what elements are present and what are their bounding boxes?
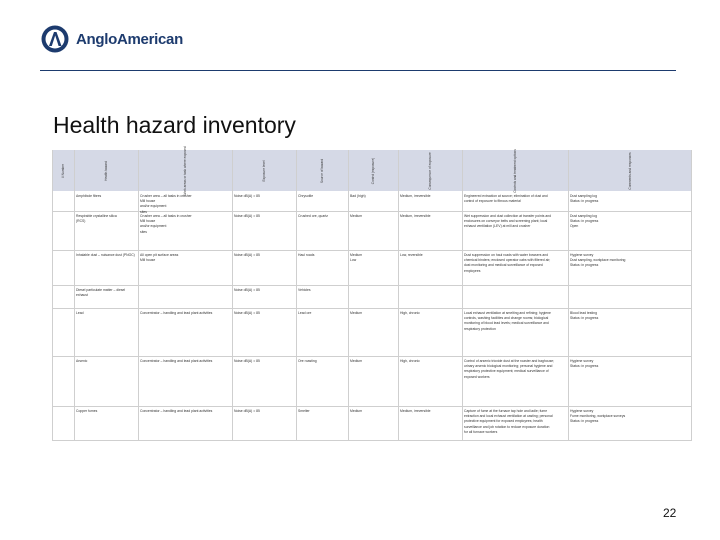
table-cell-areas: [140, 409, 230, 414]
table-cell-areas: [140, 311, 230, 316]
cell-line: Dust sampling, workplace monitoring: [570, 258, 626, 263]
cell-line: Control of arsenic trioxide dust at the roaster and baghouse;: [464, 359, 555, 363]
table-cell-comments: [570, 311, 690, 321]
table-cell-level: [234, 288, 294, 293]
cell-line: exhaust ventilation (LEV) at mill and crusher: [464, 224, 531, 229]
cell-line: All open pit surface areas: [140, 253, 179, 257]
table-cell-consequence: [400, 359, 460, 364]
cell-line: Lead: [76, 311, 84, 315]
header-label: # Number: [61, 163, 65, 178]
table-cell-comments: [570, 359, 690, 369]
cell-line: Status: in progress: [570, 364, 599, 369]
cell-line: and/or equipment: [140, 204, 167, 209]
table-cell-level: [234, 214, 294, 219]
page-title: Health hazard inventory: [53, 112, 296, 138]
cell-line: Lead ore: [298, 311, 312, 315]
cell-line: Concentrator – handling and lead plant activities: [140, 311, 213, 315]
table-cell-hazard: [76, 288, 136, 298]
cell-line: Haul roads: [298, 253, 315, 257]
table-cell-comments: [570, 409, 690, 425]
cell-line: Status: in progress: [570, 263, 599, 268]
table-cell-options: [464, 194, 566, 204]
table-cell-level: [234, 194, 294, 199]
column-divider: [138, 150, 139, 440]
cell-line: exposed workers: [464, 374, 490, 379]
cell-line: Noise dB(A) = 85: [234, 288, 260, 292]
cell-line: monitoring of blood lead levels; medical surveillance and: [464, 321, 549, 326]
column-divider: [462, 150, 463, 440]
header-label: Exposure level: [262, 160, 266, 181]
cell-line: Noise dB(A) = 85: [234, 311, 260, 315]
cell-line: Open: [570, 224, 579, 229]
table-cell-level: [234, 253, 294, 258]
table-cell-control: [350, 359, 396, 364]
cell-line: controls, washing facilities and change rooms; biological: [464, 316, 549, 321]
cell-line: Hygiene survey: [570, 253, 594, 257]
table-cell-consequence: [400, 253, 460, 258]
table-cell-consequence: [400, 214, 460, 219]
slide-number: 22: [663, 506, 677, 520]
table-cell-source: [298, 409, 346, 414]
table-cell-source: [298, 359, 346, 364]
cell-line: Noise dB(A) = 85: [234, 359, 260, 363]
cell-line: Noise dB(A) = 85: [234, 253, 260, 257]
cell-line: protective equipment for exposed employees; health: [464, 419, 543, 424]
cell-line: surveillance and job rotation to reduce exposure duration: [464, 424, 550, 429]
header-label: Source of hazard: [320, 158, 324, 183]
cell-line: Crusher area – all tasks in crusher: [140, 194, 192, 198]
cell-line: urinary arsenic biological monitoring; personal hygiene and: [464, 364, 553, 369]
header-cell: [398, 150, 462, 191]
header-cell: [74, 150, 138, 191]
table-cell-hazard: [76, 409, 136, 414]
table-cell-options: [464, 253, 566, 274]
cell-line: Status: in progress: [570, 419, 599, 424]
table-cell-options: [464, 359, 566, 380]
table-cell-options: [464, 311, 566, 332]
table-cell-areas: [140, 214, 230, 235]
table-cell-areas: [140, 359, 230, 364]
row-divider: [52, 308, 692, 309]
table-cell-comments: [570, 253, 690, 269]
row-divider: [52, 440, 692, 441]
cell-line: control of exposure to fibrous material: [464, 199, 521, 204]
cell-line: sites: [140, 209, 147, 214]
table-cell-control: [350, 214, 396, 219]
cell-line: Medium: [350, 253, 363, 257]
cell-line: employees: [464, 268, 481, 273]
table-cell-consequence: [400, 194, 460, 199]
header-rule: [40, 70, 676, 71]
cell-line: High, chronic: [400, 359, 420, 363]
table-cell-level: [234, 409, 294, 414]
cell-line: Low, reversible: [400, 253, 423, 257]
table-cell-source: [298, 214, 346, 219]
row-divider: [52, 356, 692, 357]
cell-line: Bad (high): [350, 194, 366, 198]
table-cell-comments: [570, 194, 690, 204]
cell-line: Wet suppression and dust collection at transfer points and: [464, 214, 552, 218]
cell-line: Local exhaust ventilation at smelting and refining; hygiene: [464, 311, 551, 315]
header-cell: [232, 150, 296, 191]
table-cell-source: [298, 194, 346, 199]
cell-line: Blood lead testing: [570, 311, 597, 315]
cell-line: chemical binders; enclosed operator cabs with filtered air;: [464, 258, 551, 263]
brand-logo: [40, 24, 183, 54]
table-cell-hazard: [76, 253, 136, 258]
table-cell-level: [234, 359, 294, 364]
cell-line: Noise dB(A) = 85: [234, 194, 260, 198]
cell-line: Hygiene survey: [570, 359, 594, 363]
cell-line: Copper fumes: [76, 409, 98, 413]
table-cell-comments: [570, 214, 690, 230]
cell-line: Medium: [350, 311, 363, 315]
cell-line: Vehicles: [298, 288, 311, 292]
cell-line: exhaust: [76, 293, 88, 298]
cell-line: Dust sampling log: [570, 214, 597, 218]
cell-line: Dust suppression on haul roads with water bowsers and: [464, 253, 549, 257]
cell-line: Engineered extraction at source; elimination of dust and: [464, 194, 548, 198]
cell-line: Medium: [350, 409, 363, 413]
column-divider: [52, 150, 53, 440]
cell-line: Status: in progress: [570, 199, 599, 204]
column-divider: [398, 150, 399, 440]
table-cell-source: [298, 288, 346, 293]
row-divider: [52, 406, 692, 407]
cell-line: Diesel particulate matter – diesel: [76, 288, 126, 292]
header-label: Comments and responses: [628, 151, 632, 190]
table-cell-hazard: [76, 311, 136, 316]
table-cell-areas: [140, 253, 230, 263]
column-divider: [568, 150, 569, 440]
table-cell-level: [234, 311, 294, 316]
cell-line: Smelter: [298, 409, 310, 413]
table-cell-hazard: [76, 214, 136, 224]
header-cell: [462, 150, 568, 191]
table-cell-control: [350, 253, 396, 263]
table-cell-consequence: [400, 409, 460, 414]
table-cell-options: [464, 214, 566, 230]
header-cell: [348, 150, 398, 191]
cell-line: Respirable crystalline silica: [76, 214, 117, 218]
header-cell: [296, 150, 348, 191]
column-divider: [348, 150, 349, 440]
cell-line: respiratory protection: [464, 326, 496, 331]
cell-line: Medium: [350, 359, 363, 363]
table-cell-control: [350, 409, 396, 414]
table-cell-hazard: [76, 194, 136, 199]
row-divider: [52, 285, 692, 286]
cell-line: Arsenic: [76, 359, 88, 363]
row-divider: [52, 250, 692, 251]
cell-line: Dust sampling log: [570, 194, 597, 198]
table-cell-consequence: [400, 311, 460, 316]
cell-line: Noise dB(A) = 85: [234, 409, 260, 413]
anglo-american-logo-icon: [40, 24, 70, 54]
cell-line: Concentrator – handling and lead plant activities: [140, 409, 213, 413]
cell-line: Mill house: [140, 258, 156, 263]
table-cell-hazard: [76, 359, 136, 364]
header-cell: [52, 150, 74, 191]
column-divider: [691, 150, 692, 440]
cell-line: dust monitoring and medical surveillance of exposed: [464, 263, 543, 268]
column-divider: [74, 150, 75, 440]
cell-line: Capture of fume at the furnace tap hole and ladle; fume: [464, 409, 548, 413]
cell-line: Chrysotile: [298, 194, 314, 198]
brand-name: AngloAmerican: [76, 30, 183, 48]
header-label: Consequence of exposure: [428, 151, 432, 190]
column-divider: [296, 150, 297, 440]
table-cell-source: [298, 253, 346, 258]
cell-line: Status: in progress: [570, 316, 599, 321]
table-cell-control: [350, 311, 396, 316]
cell-line: Medium, irreversible: [400, 194, 431, 198]
column-divider: [232, 150, 233, 440]
cell-line: Medium, irreversible: [400, 214, 431, 218]
header-label: Health hazard: [104, 160, 108, 181]
cell-line: Mill house: [140, 199, 156, 204]
header-label: Controls and treatment options: [513, 148, 517, 193]
cell-line: Status: in progress: [570, 219, 599, 224]
cell-line: Medium: [350, 214, 363, 218]
cell-line: Concentrator – handling and lead plant activities: [140, 359, 213, 363]
table-cell-source: [298, 311, 346, 316]
header-label: Control (exposure): [371, 157, 375, 184]
table-cell-areas: [140, 194, 230, 215]
cell-line: Crushed ore, quartz: [298, 214, 328, 218]
cell-line: and/or equipment: [140, 224, 167, 229]
cell-line: (RCS): [76, 219, 86, 224]
cell-line: for all furnace workers: [464, 429, 498, 434]
cell-line: respiratory protective equipment; medical surveillance of: [464, 369, 549, 374]
cell-line: Low: [350, 258, 357, 263]
cell-line: Fume monitoring, workplace surveys: [570, 414, 626, 419]
table-cell-control: [350, 194, 396, 199]
cell-line: sites: [140, 229, 147, 234]
cell-line: Noise dB(A) = 85: [234, 214, 260, 218]
hazard-table: [52, 145, 692, 440]
header-cell: [568, 150, 692, 191]
cell-line: Mill house: [140, 219, 156, 224]
cell-line: Hygiene survey: [570, 409, 594, 413]
header-label: Work areas or task where exposed: [183, 145, 187, 196]
cell-line: extraction and local exhaust ventilation at casting; personal: [464, 414, 553, 419]
cell-line: High, chronic: [400, 311, 420, 315]
cell-line: Crusher area – all tasks in crusher: [140, 214, 192, 218]
cell-line: Medium, irreversible: [400, 409, 431, 413]
cell-line: Inhalable dust – nuisance dust (PNOC): [76, 253, 135, 257]
cell-line: enclosures on conveyor belts and screening plant; local: [464, 219, 548, 224]
table-cell-options: [464, 409, 566, 435]
cell-line: Ore roasting: [298, 359, 317, 363]
cell-line: Amphibole fibres: [76, 194, 102, 198]
